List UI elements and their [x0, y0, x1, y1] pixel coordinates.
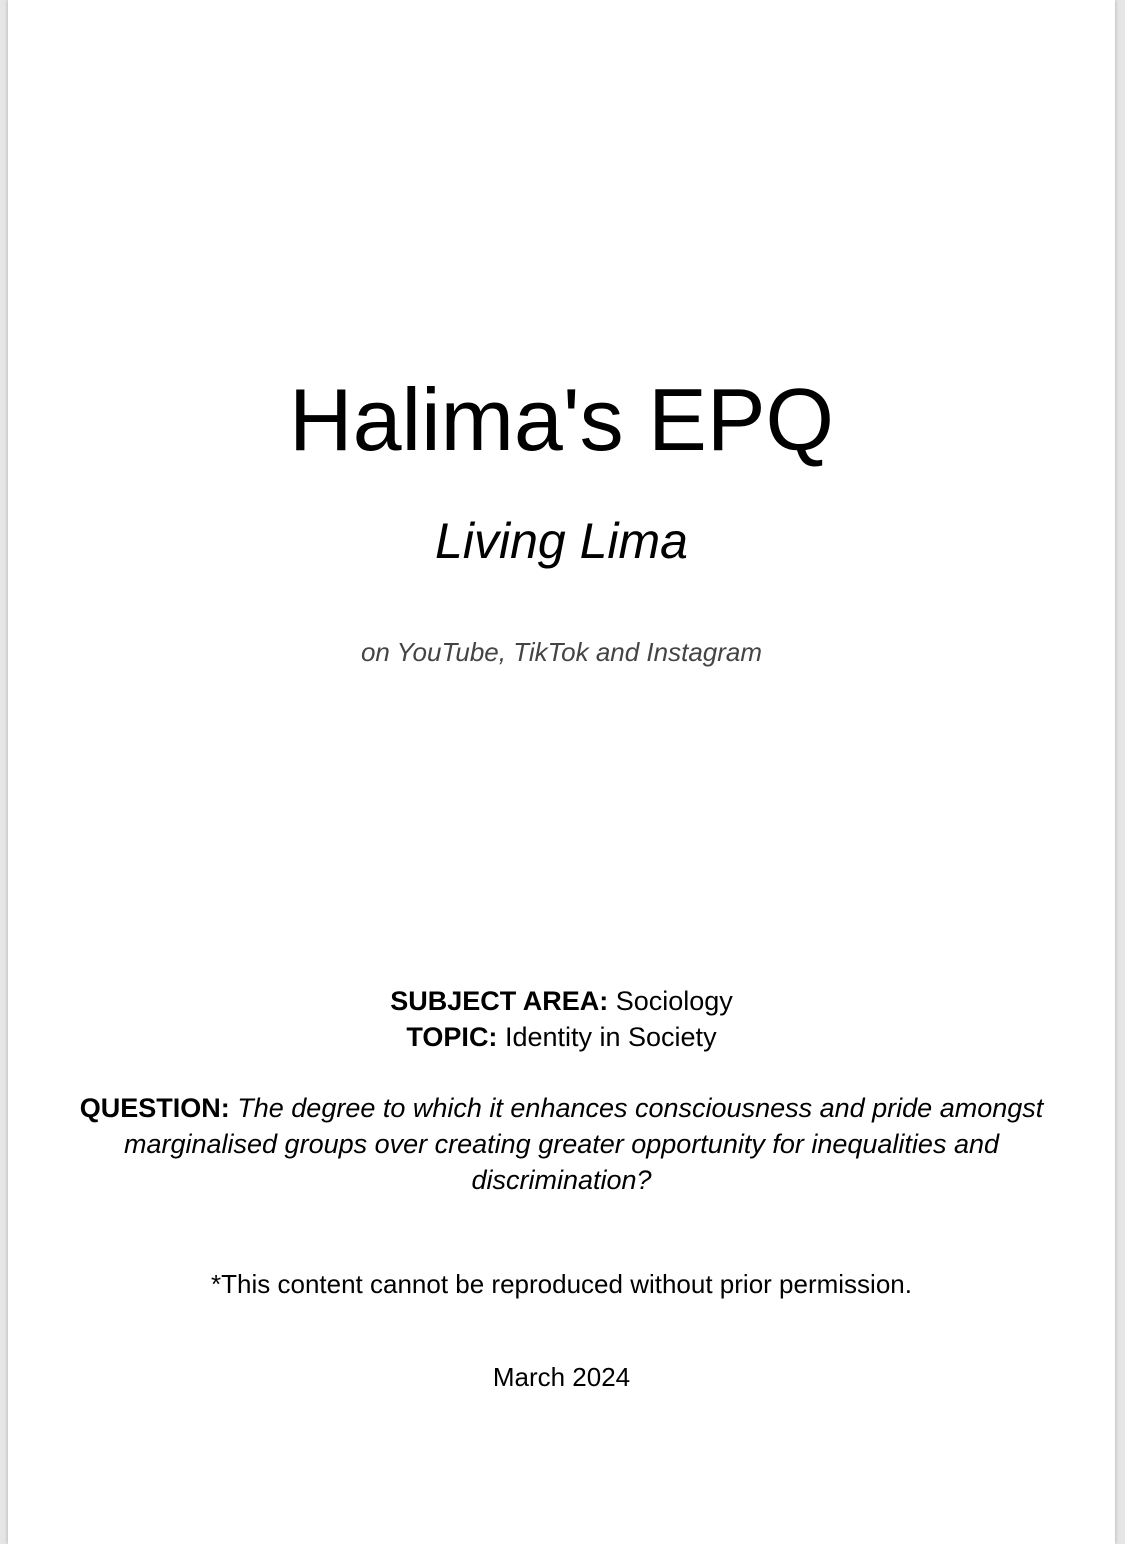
permission-notice: *This content cannot be reproduced without prior permission.	[211, 1269, 912, 1299]
topic-line	[8, 1019, 1115, 1055]
platforms-line: on YouTube, TikTok and Instagram	[360, 637, 763, 667]
question-text: The degree to which it enhances consciousness and pride amongst marginalised groups over creating greater opportunity for inequalities and discrimination?	[123, 1093, 1044, 1195]
question-block	[68, 1090, 1055, 1198]
subject-area-value: Sociology	[615, 986, 733, 1016]
document-date: March 2024	[492, 1362, 631, 1392]
document-title: Halima's EPQ	[289, 370, 834, 469]
subject-area-line	[8, 983, 1115, 1019]
topic-label: TOPIC:	[406, 1022, 498, 1052]
document-subtitle: Living Lima	[435, 513, 688, 569]
subject-area-label: SUBJECT AREA:	[390, 986, 609, 1016]
question-label: QUESTION:	[79, 1093, 230, 1123]
topic-value: Identity in Society	[504, 1022, 717, 1052]
document-page	[8, 0, 1115, 1544]
